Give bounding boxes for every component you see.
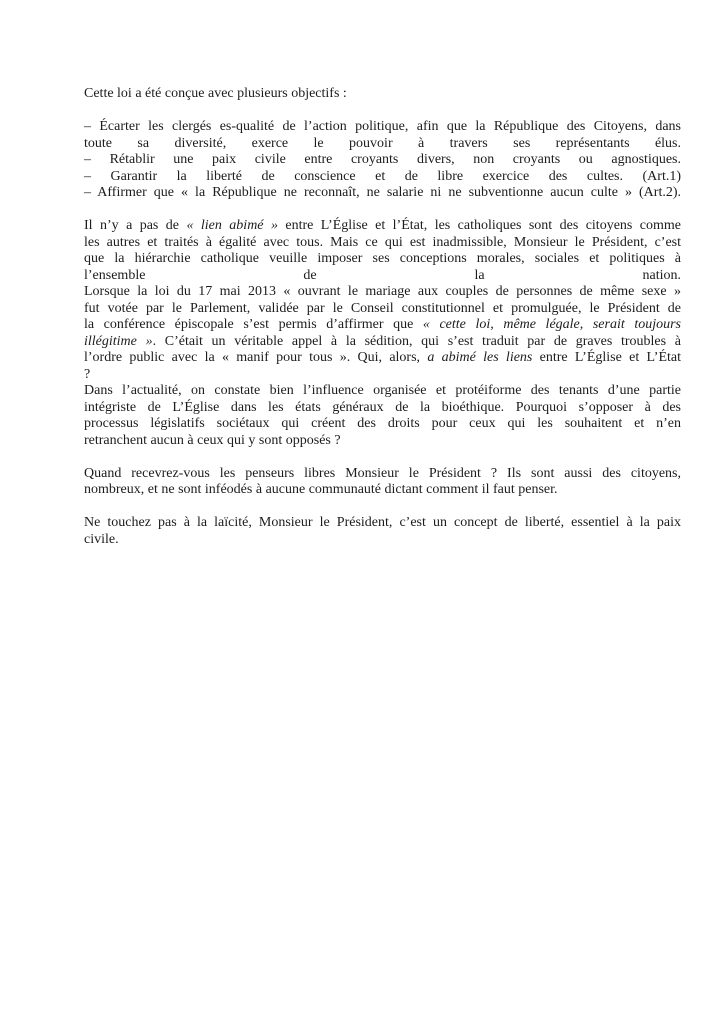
text-segment: que la hiérarchie catholique veuille imposer ses conceptions morales, sociales et politiques à (84, 251, 681, 266)
paragraph-4 (84, 466, 681, 499)
text-segment: civile. (84, 531, 119, 547)
text-line (84, 268, 681, 285)
text-line (84, 466, 681, 483)
document-body (84, 86, 681, 565)
text-line (84, 169, 681, 186)
text-segment: retranchent aucun à ceux qui y sont opposés ? (84, 432, 341, 448)
text-line (84, 433, 681, 450)
text-segment: processus législatifs sociétaux qui créent des droits pour ceux qui les souhaitent et n’en (84, 416, 681, 431)
text-segment: . C’était un véritable appel à la sédition, qui s’est traduit par de graves troubles à (152, 333, 681, 349)
text-segment: l’ensemble de la nation. (84, 267, 681, 283)
text-line (84, 515, 681, 532)
text-segment: – Rétablir une paix civile entre croyants divers, non croyants ou agnostiques. (84, 152, 681, 167)
text-line (84, 136, 681, 153)
text-segment: entre L’Église et l’État, les catholiques sont des citoyens comme (277, 218, 681, 233)
text-segment: Lorsque la loi du 17 mai 2013 « ouvrant le mariage aux couples de personnes de même sexe » (84, 284, 681, 299)
text-segment: l’ordre public avec la « manif pour tous ». Qui, alors, (84, 350, 428, 365)
text-segment: nombreux, et ne sont inféodés à aucune communauté dictant comment il faut penser. (84, 482, 558, 497)
text-line (84, 119, 681, 136)
italic-text-segment: illégitime » (84, 333, 153, 349)
text-segment: – Affirmer que « la République ne reconnaît, ne salarie ni ne subventionne aucun culte » (Art.2). (84, 185, 681, 200)
text-segment: Dans l’actualité, on constate bien l’influence organisée et protéiforme des tenants d’une partie (84, 383, 681, 398)
text-line (84, 152, 681, 169)
text-segment: fut votée par le Parlement, validée par le Conseil constitutionnel et promulguée, le Président de (84, 300, 681, 316)
text-line (84, 284, 681, 301)
text-line (84, 416, 681, 433)
text-line (84, 235, 681, 252)
text-line (84, 350, 681, 367)
italic-text-segment: « lien abimé » (186, 218, 278, 233)
text-segment: – Garantir la liberté de conscience et de libre exercice des cultes. (Art.1) (84, 168, 681, 184)
text-line (84, 482, 681, 499)
text-line (84, 334, 681, 351)
text-line (84, 86, 681, 103)
text-segment: Il n’y a pas de (84, 218, 187, 233)
text-segment: intégriste de L’Église dans les états généraux de la bioéthique. Pourquoi s’opposer à des (84, 399, 681, 415)
paragraph-1 (84, 86, 681, 103)
italic-text-segment: « cette loi, même légale, serait toujours (422, 317, 681, 332)
text-line (84, 367, 681, 384)
text-line (84, 532, 681, 549)
text-segment: les autres et traités à égalité avec tous. Mais ce qui est inadmissible, Monsieur le Président, c’est (84, 234, 681, 250)
text-segment: Quand recevrez-vous les penseurs libres Monsieur le Président ? Ils sont aussi des citoyens, (84, 465, 681, 481)
text-line (84, 400, 681, 417)
text-line (84, 317, 681, 334)
text-segment: Ne touchez pas à la laïcité, Monsieur le Président, c’est un concept de liberté, essentiel à la paix (84, 515, 681, 530)
paragraph-5 (84, 515, 681, 548)
text-segment: ? (84, 366, 91, 382)
text-segment: la conférence épiscopale s’est permis d’affirmer que (84, 317, 423, 332)
text-segment: toute sa diversité, exerce le pouvoir à travers ses représentants élus. (84, 135, 681, 151)
paragraph-3 (84, 218, 681, 449)
text-line (84, 218, 681, 235)
text-segment: Cette loi a été conçue avec plusieurs objectifs : (84, 86, 347, 101)
paragraph-2 (84, 119, 681, 202)
text-line (84, 251, 681, 268)
text-segment: – Écarter les clergés es-qualité de l’action politique, afin que la République des Citoyens, dans (84, 119, 681, 134)
text-line (84, 383, 681, 400)
text-line (84, 185, 681, 202)
italic-text-segment: a abimé les liens (427, 350, 533, 365)
text-segment: entre L’Église et L’État (532, 350, 681, 365)
text-line (84, 301, 681, 318)
